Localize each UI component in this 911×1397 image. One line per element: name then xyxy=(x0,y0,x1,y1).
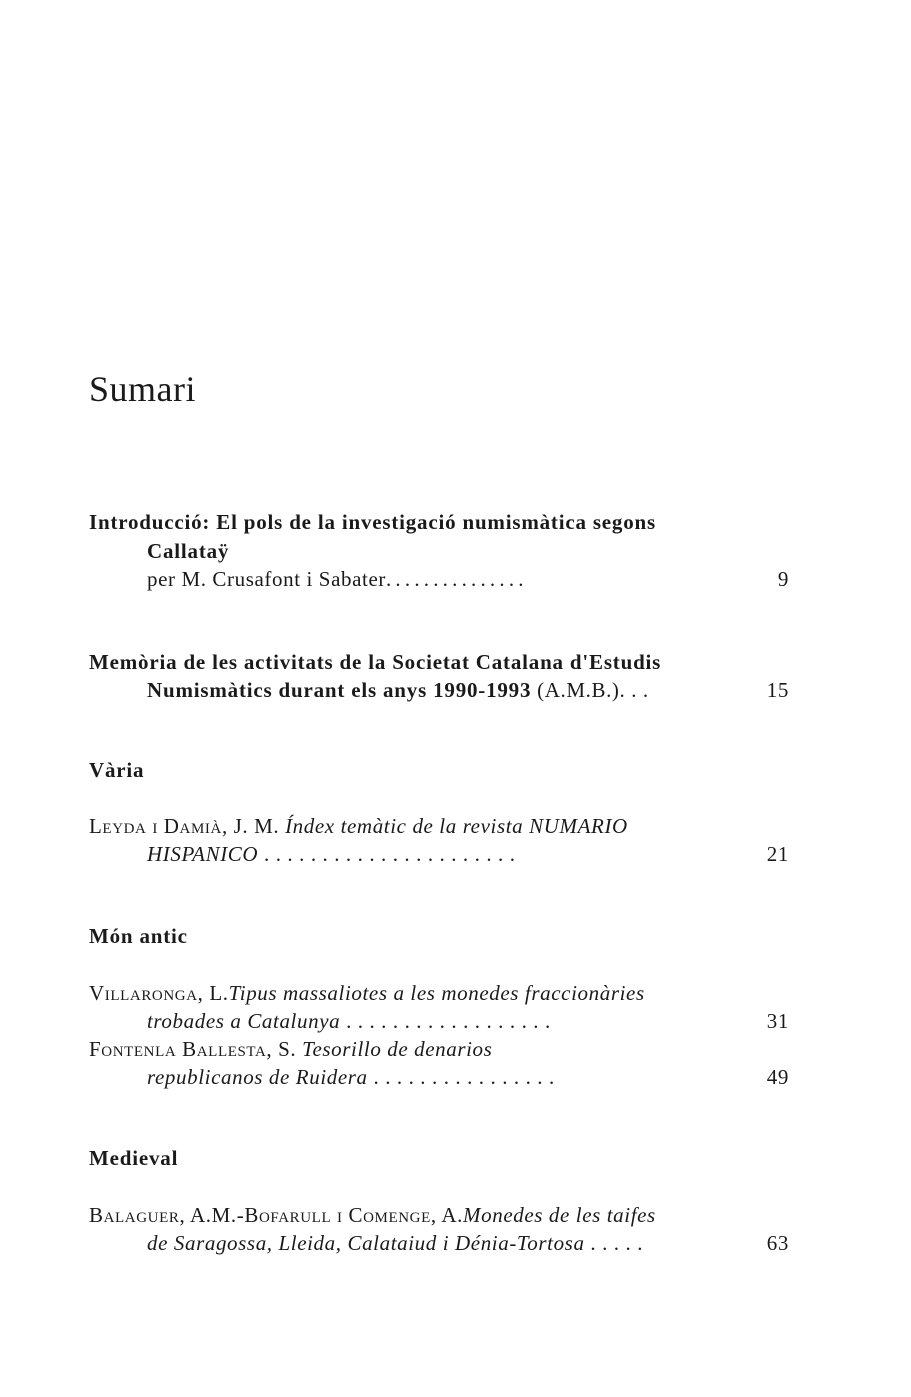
entry-title-cont: trobades a Catalunya xyxy=(147,1009,341,1033)
page-number: 21 xyxy=(766,842,789,866)
entry-mon-antic-2-line1 xyxy=(89,1035,789,1063)
entry-author: Villaronga, L. xyxy=(89,981,229,1005)
entry-title: Tesorillo de denarios xyxy=(302,1037,493,1061)
entry-title: Monedes de les taifes xyxy=(463,1203,656,1227)
entry-varia-line1 xyxy=(89,812,789,840)
section-heading-varia: Vària xyxy=(89,758,145,782)
page-number: 9 xyxy=(777,567,789,591)
dot-leader: . . . . . . . . . . . . . . . . . . . . . . xyxy=(258,842,516,866)
entry-title-cont: de Saragossa, Lleida, Calataiud i Dénia-Tortosa xyxy=(147,1231,585,1255)
entry-intro-title-line2: Callataÿ xyxy=(147,539,230,563)
entry-mon-antic-1-line1 xyxy=(89,979,789,1007)
toc-entry-intro[interactable] xyxy=(147,565,789,593)
entry-author: Fontenla Ballesta, S. xyxy=(89,1037,303,1061)
entry-intro-author: per M. Crusafont i Sabater xyxy=(147,567,386,591)
dot-leader: . . . . . . . . . . . . . . . . xyxy=(367,1065,555,1089)
dot-leader: . . . . . xyxy=(584,1231,644,1255)
entry-title: Índex temàtic de la revista NUMARIO xyxy=(285,814,628,838)
page-number: 49 xyxy=(766,1065,789,1089)
dot-leader: . . . . . . . . . . . . . . . . . . xyxy=(340,1009,551,1033)
entry-memoria-abbr: (A.M.B.). . . xyxy=(531,678,649,702)
page-title: Sumari xyxy=(89,369,196,409)
entry-intro-title-line1: Introducció: El pols de la investigació numismàtica segons xyxy=(89,510,656,534)
toc-entry-varia-1[interactable] xyxy=(147,840,789,868)
entry-author: Leyda i Damià, J. M. xyxy=(89,814,286,838)
page-number: 15 xyxy=(766,678,789,702)
entry-memoria-title-line2: Numismàtics durant els anys 1990-1993 xyxy=(147,678,532,702)
toc-entry-memoria[interactable] xyxy=(147,676,789,704)
toc-entry-mon-antic-1[interactable] xyxy=(147,1007,789,1035)
section-heading-mon-antic: Món antic xyxy=(89,924,188,948)
entry-title-cont: republicanos de Ruidera xyxy=(147,1065,368,1089)
toc-entry-mon-antic-2[interactable] xyxy=(147,1063,789,1091)
page-number: 63 xyxy=(766,1231,789,1255)
dot-leader: ............... xyxy=(385,567,528,591)
page-number: 31 xyxy=(766,1009,789,1033)
section-heading-medieval: Medieval xyxy=(89,1146,179,1170)
entry-author: Balaguer, A.M.-Bofarull i Comenge, A. xyxy=(89,1203,464,1227)
toc-entry-medieval-1[interactable] xyxy=(147,1229,789,1257)
entry-title: Tipus massaliotes a les monedes fraccionàries xyxy=(228,981,645,1005)
entry-medieval-1-line1 xyxy=(89,1201,789,1229)
entry-memoria-title-line1: Memòria de les activitats de la Societat Catalana d'Estudis xyxy=(89,650,662,674)
entry-title-cont: HISPANICO xyxy=(147,842,259,866)
